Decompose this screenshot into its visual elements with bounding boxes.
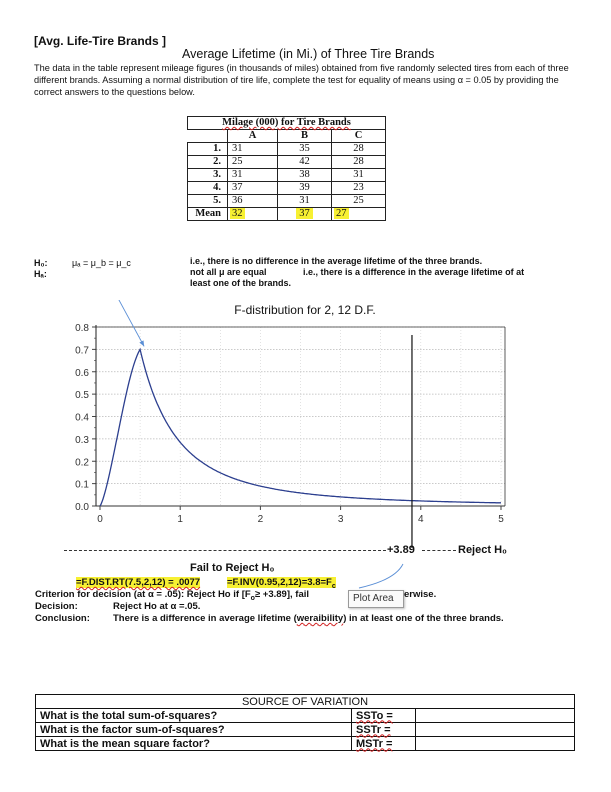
y-tick-label: 0.2 [75, 457, 89, 469]
cell: 38 [278, 169, 332, 182]
chart-title: F-distribution for 2, 12 D.F. [234, 303, 376, 317]
tooltip-connector [355, 560, 415, 590]
answer-input-mstr[interactable] [416, 737, 575, 751]
question-mean-square: What is the mean square factor? [36, 737, 352, 751]
finv-formula: $=F.INV(0.95,2,12)=3.8=F_c$ [227, 577, 336, 590]
page-heading: Average Lifetime (in Mi.) of Three Tire Brands [182, 47, 435, 61]
cell: 31 [228, 169, 278, 182]
table-row: 2. 25 42 28 [188, 156, 386, 169]
criterion-tail: erwise. [404, 589, 437, 600]
h0-label: H₀: [34, 258, 48, 268]
tire-mileage-table [187, 116, 386, 221]
criterion-line: Criterion for decision (at α = .05): Reject Ho if $[F_o\ge +3.89]$, fail [35, 589, 310, 602]
cell: 31 [332, 169, 386, 182]
decision-value: Reject Ho at α =.05. [113, 601, 201, 612]
cell: 42 [278, 156, 332, 169]
mean-row: Mean 32 37 27 [188, 208, 386, 221]
h0-pointer-arrow [100, 300, 144, 346]
cell: 31 [228, 143, 278, 156]
mean-c: 27 [332, 208, 386, 221]
table-row [36, 723, 575, 737]
dashed-line-right [422, 550, 456, 551]
question-total-ss: What is the total sum-of-squares? [36, 709, 352, 723]
h0-text: i.e., there is no difference in the average lifetime of the three brands. [190, 256, 483, 266]
fail-to-reject-label: Fail to Reject H₀ [190, 562, 275, 574]
y-tick-labels [75, 323, 89, 513]
col-header-b: B [278, 130, 332, 143]
table-row: 3. 31 38 31 [188, 169, 386, 182]
y-tick-label: 0.0 [75, 502, 89, 513]
cell: 28 [332, 143, 386, 156]
corner-cell [188, 130, 228, 143]
cell: 37 [228, 182, 278, 195]
x-tick-labels [97, 514, 504, 525]
table-caption: Milage (000) for Tire Brands [188, 117, 386, 130]
ha-label: Hₐ: [34, 269, 47, 279]
y-tick-label: 0.6 [75, 367, 89, 379]
decision-label: Decision: [35, 601, 78, 612]
y-tick-label: 0.3 [75, 434, 89, 446]
y-tick-label: 0.4 [75, 412, 89, 424]
x-tick-label: 1 [177, 514, 183, 525]
source-table-header: SOURCE OF VARIATION [36, 695, 575, 709]
intro-paragraph: The data in the table represent mileage figures (in thousands of miles) obtained from five randomly selected tires from each of three different brands. Assuming a normal distribution of tire life, complete the test for equality of means using α = 0.05 by providing the correct answers to the questions below. [34, 63, 569, 97]
cell: 25 [228, 156, 278, 169]
cell: 39 [278, 182, 332, 195]
y-tick-label: 0.7 [75, 345, 89, 357]
source-of-variation-table [35, 694, 575, 751]
cell: 35 [278, 143, 332, 156]
table-row: 4. 37 39 23 [188, 182, 386, 195]
question-factor-ss: What is the factor sum-of-squares? [36, 723, 352, 737]
answer-input-sstr[interactable] [416, 723, 575, 737]
col-header-c: C [332, 130, 386, 143]
x-tick-label: 5 [498, 514, 504, 525]
table-row [36, 709, 575, 723]
f-distribution-chart[interactable] [0, 300, 611, 600]
x-tick-label: 4 [418, 514, 424, 525]
table-row: 5. 36 31 25 [188, 195, 386, 208]
table-row: 1. 31 35 28 [188, 143, 386, 156]
y-tick-label: 0.1 [75, 479, 89, 491]
fdist-formula: =F.DIST.RT(7.5,2,12) = .0077 [76, 577, 201, 588]
x-tick-label: 0 [97, 514, 103, 525]
dashed-line-left [64, 550, 386, 551]
mean-a: 32 [228, 208, 278, 221]
cell: 28 [332, 156, 386, 169]
ha-text-c: least one of the brands. [190, 278, 292, 288]
ha-text-a: not all μ are equal [190, 267, 267, 277]
plot-area-tooltip: Plot Area [348, 590, 404, 608]
x-tick-label: 2 [257, 514, 264, 525]
table-row [36, 737, 575, 751]
answer-input-ssto[interactable] [416, 709, 575, 723]
answer-mstr: MSTr = [352, 737, 416, 751]
answer-sstr: SSTr = [352, 723, 416, 737]
document-title [34, 34, 166, 48]
col-header-a: A [228, 130, 278, 143]
critical-label: +3.89 [387, 544, 415, 556]
x-tick-label: 3 [337, 514, 344, 525]
gridlines [96, 327, 505, 506]
mean-b: 37 [278, 208, 332, 221]
conclusion-value: There is a difference in average lifetime (weraibility) in at least one of the three brands. [113, 613, 504, 624]
y-tick-label: 0.5 [75, 390, 89, 402]
cell: 31 [278, 195, 332, 208]
cell: 23 [332, 182, 386, 195]
answer-ssto: SSTo = [352, 709, 416, 723]
axes [92, 325, 505, 510]
cell: 36 [228, 195, 278, 208]
h0-equation: μₐ = μ_b = μ_c [72, 258, 131, 268]
cell: 25 [332, 195, 386, 208]
conclusion-label: Conclusion: [35, 613, 90, 624]
y-tick-label: 0.8 [75, 323, 89, 334]
reject-label: Reject H₀ [458, 544, 507, 556]
title-text: [Avg. Life-Tire Brands ] [34, 34, 167, 48]
ha-text-b: i.e., there is a difference in the average lifetime of at [303, 267, 525, 277]
